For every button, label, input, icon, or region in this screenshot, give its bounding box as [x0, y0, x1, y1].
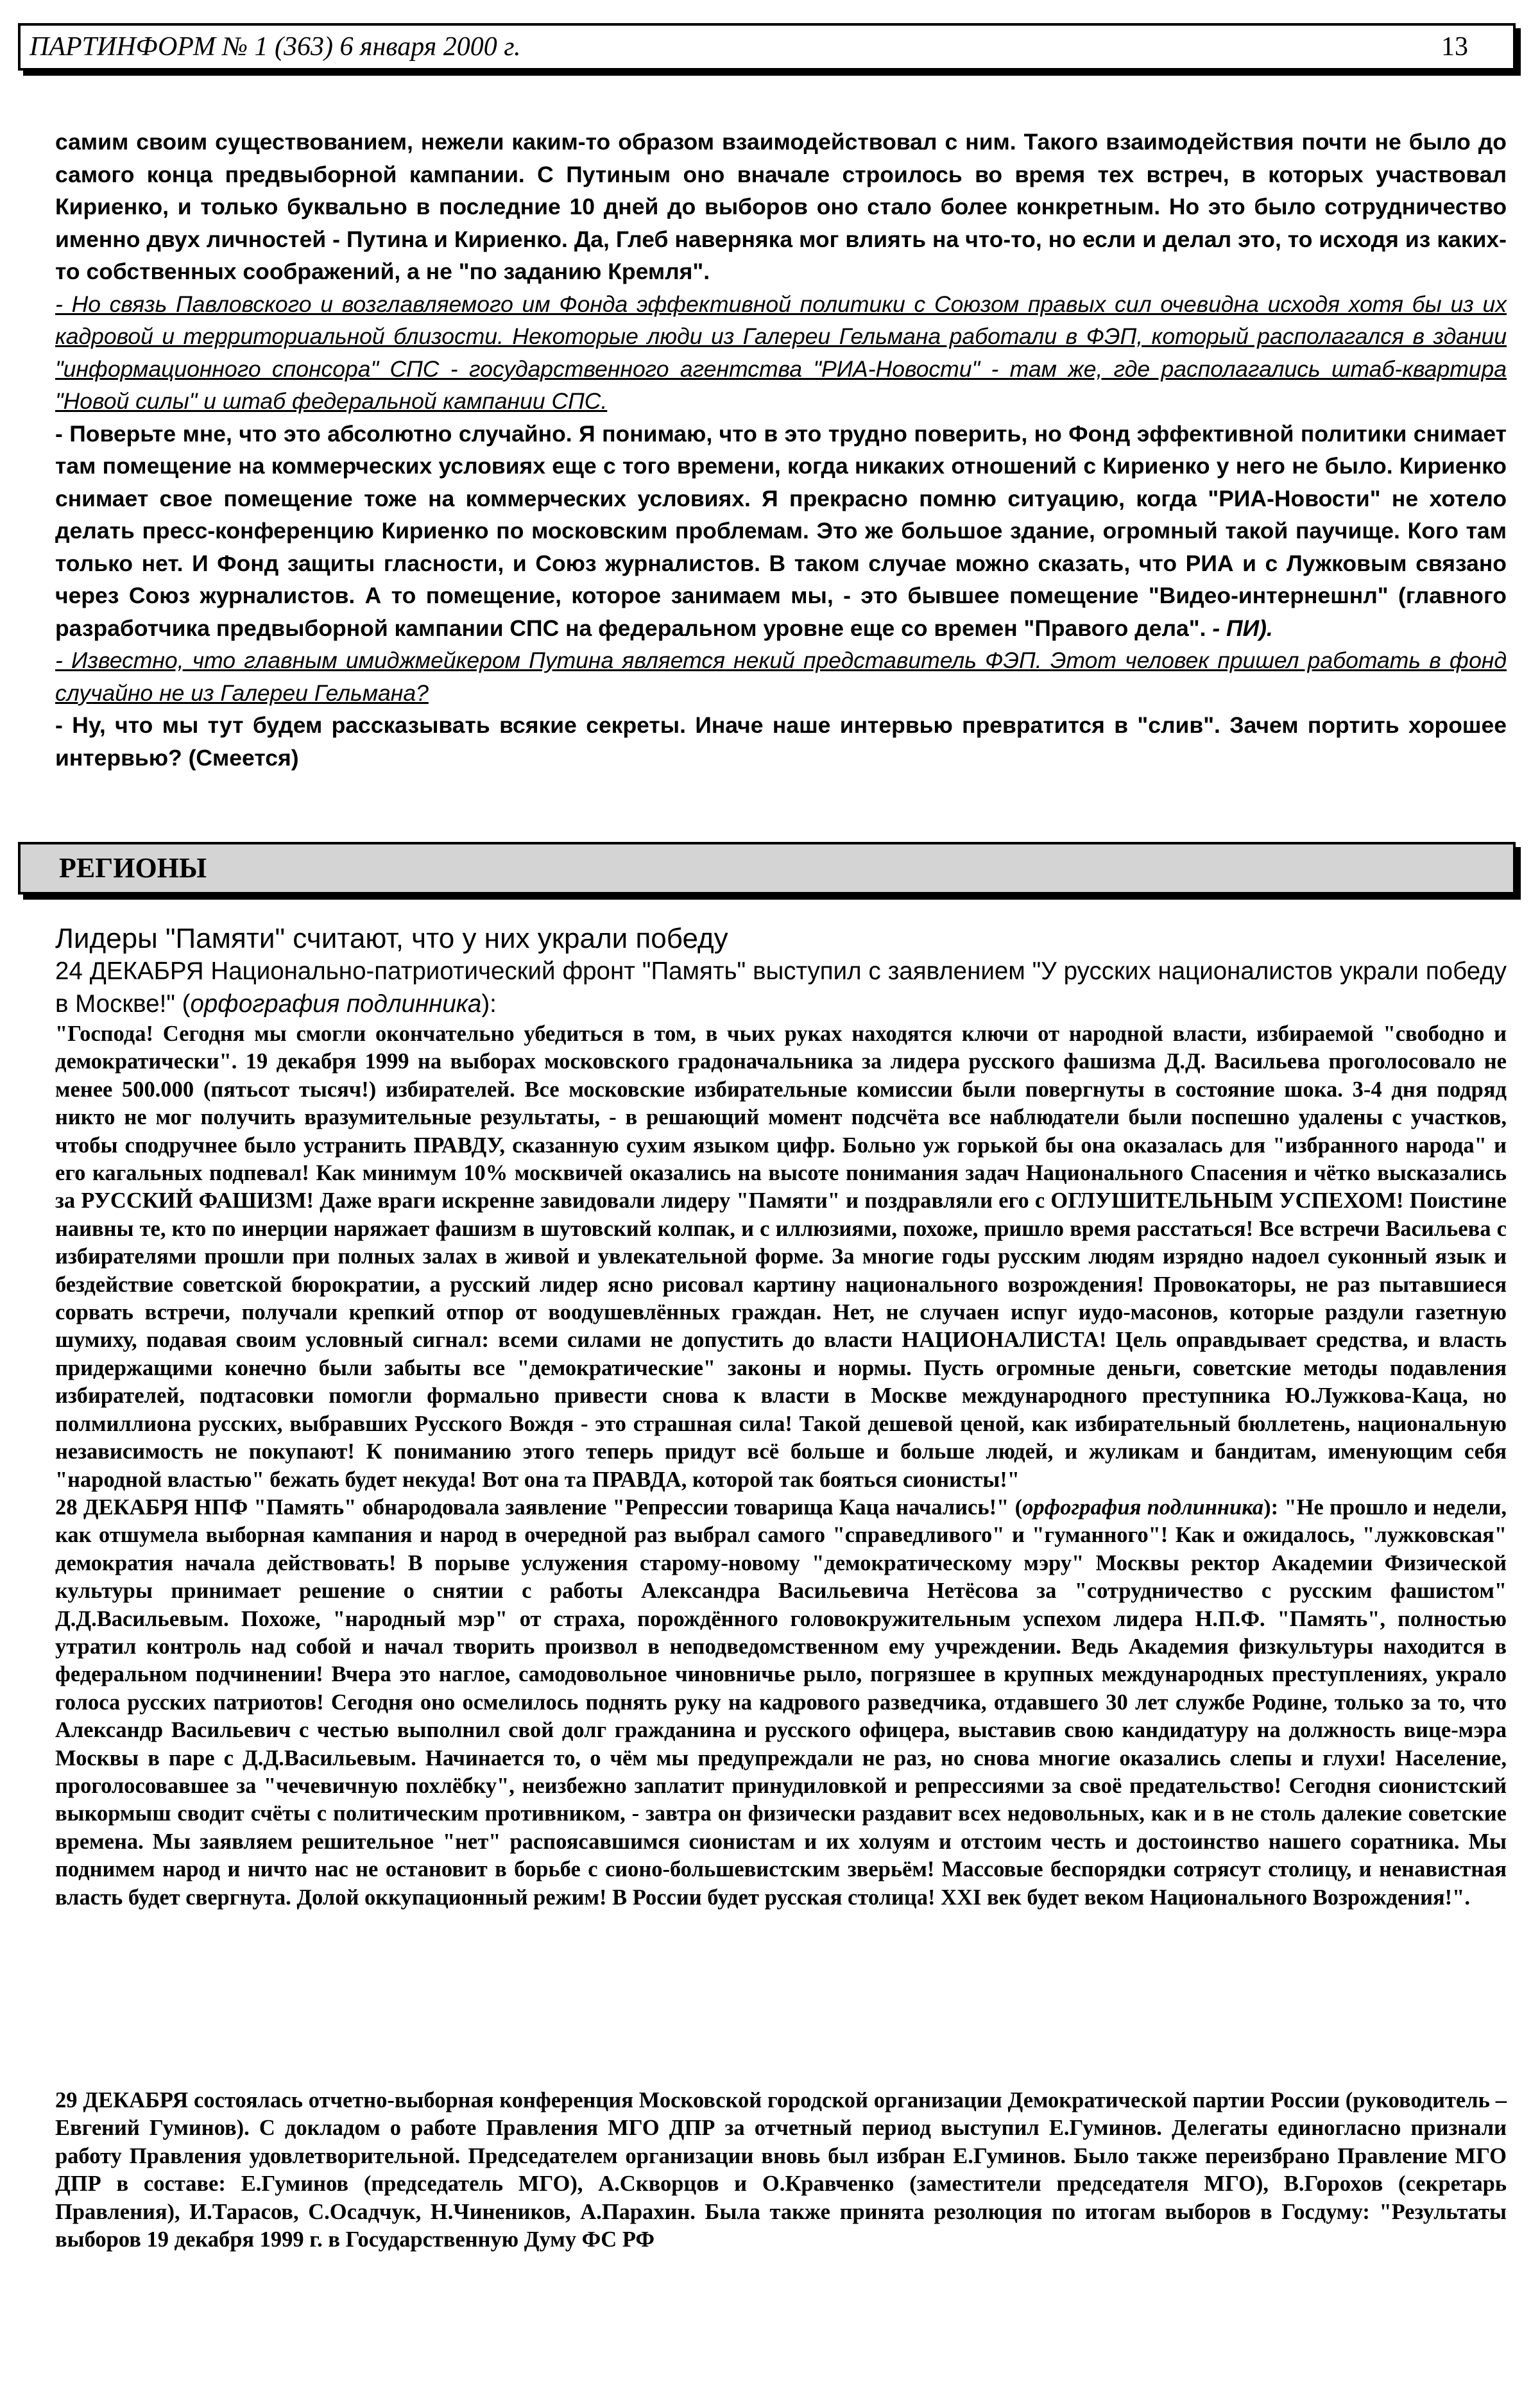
lead-text: 24 ДЕКАБРЯ Национально-патриотический фронт "Память" выступил с заявлением "У русских националистов украли победу в Москве!" (: [55, 957, 1507, 1018]
interview-question: - Известно, что главным имиджмейкером Путина является некий представитель ФЭП. Этот человек пришел работать в фонд случайно не из Галереи Гельмана?: [55, 647, 1507, 706]
section-title: РЕГИОНЫ: [59, 852, 207, 884]
interview-answer-paragraph: самим своим существованием, нежели каким-то образом взаимодействовал с ним. Такого взаимодействия почти не было до самого конца предвыборной кампании. С Путиным оно вначале строилось во время тех встреч, в которых участвовал Кириенко, и только буквально в последние 10 дней до выборов оно стало более конкретным. Но это было сотрудничество именно двух личностей - Путина и Кириенко. Да, Глеб наверняка мог влиять на что-то, но если и делал это, то исходя из каких-то собственных соображений, а не "по заданию Кремля".: [55, 129, 1507, 284]
news-paragraph-text: 28 ДЕКАБРЯ НПФ "Память" обнародовала заявление "Репрессии товарища Каца начались!" (: [55, 1495, 1023, 1520]
interview-continuation: [55, 126, 1507, 774]
page-header: [18, 23, 1516, 71]
answer-note: - ПИ).: [1206, 615, 1273, 641]
interview-question: - Но связь Павловского и возглавляемого им Фонда эффективной политики с Союзом правых сил очевидна исходя хотя бы из их кадровой и территориальной близости. Некоторые люди из Галереи Гельмана работали в ФЭП, который располагался в здании "информационного спонсора" СПС - государственного агентства "РИА-Новости" - там же, где располагались штаб-квартира "Новой силы" и штаб федеральной кампании СПС.: [55, 291, 1507, 414]
news-paragraph-text: ): "Не прошло и недели, как отшумела выборная кампания и народ в очередной раз выбрал самого "справедливого" и "гуманного"! Как и ожидалось, "лужковская" демократия начала действовать! В порыве услужения старому-новому "демократическому мэру" Москвы ректор Академии Физической культуры принимает решение о снятии с работы Александра Васильевича Нетёсова за "сотрудничество с русским фашистом" Д.Д.Васильевым. Похоже, "народный мэр" от страха, порождённого головокружительным успехом лидера Н.П.Ф. "Память", полностью утратил контроль над собой и начал творить произвол в неподведомственном ему учреждении. Ведь Академия физкультуры находится в федеральном подчинении! Вчера это наглое, самодовольное чиновничье рыло, погрязшее в крупных международных преступлениях, украло голоса русских патриотов! Сегодня оно осмелилось поднять руку на кадрового разведчика, отдавшего 30 лет службе Родине, только за то, что Александр Васильевич с честью выполнил свой долг гражданина и русского офицера, выставив свою кандидатуру на должность вице-мэра Москвы в паре с Д.Д.Васильевым. Начинается то, о чём мы предупреждали не раз, но снова многие оказались слепы и глухи! Население, проголосовавшее за "чечевичную похлёбку", неизбежно заплатит принудиловкой и репрессиями за своё предательство! Сегодня сионистский выкормыш сводит счёты с политическим противником, - завтра он физически раздавит всех недовольных, как и в не столь далекие советские времена. Мы заявляем решительное "нет" распоясавшимся сионистам и их холуям и отстоим честь и достоинство нашего соратника. Мы поднимем народ и ничто нас не остановит в борьбе с сионо-большевистским зверьём! Массовые беспорядки сотрясут столицу, и ненавистная власть будет свергнута. Долой оккупационный режим! В России будет русская столица! XXI век будет веком Национального Возрождения!".: [55, 1495, 1507, 1910]
news-italic-note: орфография подлинника: [1022, 1495, 1264, 1520]
news-paragraph: 29 ДЕКАБРЯ состоялась отчетно-выборная конференция Московской городской организации Демократической партии России (руководитель – Евгений Гуминов). С докладом о работе Правления МГО ДПР за отчетный период выступил Е.Гуминов. Делегаты единогласно признали работу Правления удовлетворительной. Председателем организации вновь был избран Е.Гуминов. Было также переизбрано Правление МГО ДПР в составе: Е.Гуминов (председатель МГО), А.Скворцов и О.Кравченко (заместители председателя МГО), В.Горохов (секретарь Правления), И.Тарасов, С.Осадчук, Н.Чинеников, А.Парахин. Была также принята резолюция по итогам выборов в Госдуму: "Результаты выборов 19 декабря 1999 г. в Государственную Думу ФС РФ: [55, 2088, 1507, 2252]
publication-title: ПАРТИНФОРМ № 1 (363) 6 января 2000 г.: [30, 32, 521, 62]
section-header: [18, 842, 1516, 895]
lead-italic-note: орфография подлинника: [190, 990, 482, 1018]
quote-paragraph: "Господа! Сегодня мы смогли окончательно убедиться в том, в чьих руках находятся ключи от народной власти, избираемой "свободно и демократически". 19 декабря 1999 на выборах московского градоначальника за лидера русского фашизма Д.Д. Васильева проголосовало не менее 500.000 (пятьсот тысяч!) избирателей. Все московские избирательные комиссии были повергнуты в состояние шока. 3-4 дня подряд никто не мог получить вразумительные результаты, - в решающий момент подсчёта все наблюдатели были поспешно удалены с участков, чтобы сподручнее было устранить ПРАВДУ, сказанную сухим языком цифр. Больно уж горькой бы она оказалась для "избранного народа" и его кагальных подпевал! Как минимум 10% москвичей оказались на высоте понимания задач Национального Спасения и чётко высказались за РУССКИЙ ФАШИЗМ! Даже враги искренне завидовали лидеру "Памяти" и поздравляли его с ОГЛУШИТЕЛЬНЫМ УСПЕХОМ! Поистине наивны те, кто по инерции наряжает фашизм в шутовский колпак, и с иллюзиями, похоже, пришло время расстаться! Все встречи Васильева с избирателями прошли при полных залах в живой и увлекательной форме. За многие годы русским людям изрядно надоел суконный язык и бездействие советской бюрократии, а русский лидер ясно рисовал картину национального возрождения! Провокаторы, не раз пытавшиеся сорвать встречи, получали крепкий отпор от воодушевлённых граждан. Нет, не случаен испуг иудо-масонов, которые раздули газетную шумиху, подавая своим условный сигнал: всеми силами не допустить до власти НАЦИОНАЛИСТА! Цель оправдывает средства, и власть придержащими конечно были забыты все "демократические" законы и нормы. Пусть огромные деньги, советские методы подавления избирателей, подтасовки помогли формально привести снова к власти в Москве международного преступника Ю.Лужкова-Каца, но полмиллиона русских, выбравших Русского Вождя - это страшная сила! Такой дешевой ценой, как избирательный бюллетень, национальную независимость не покупают! К пониманию этого теперь придут всё больше и больше людей, и жуликам и бандитам, именующим себя "народной властью" бежать будет некуда! Вот она та ПРАВДА, которой так бояться сионисты!": [55, 1022, 1507, 1492]
article-headline: Лидеры "Памяти" считают, что у них украли победу: [55, 923, 728, 954]
article-body: [55, 1020, 1507, 1912]
answer-text: - Поверьте мне, что это абсолютно случайно. Я понимаю, что в это трудно поверить, но Фонд эффективной политики снимает там помещение на коммерческих условиях еще с того времени, когда никаких отношений с Кириенко у него не было. Кириенко снимает свое помещение тоже на коммерческих условиях. Я прекрасно помню ситуацию, когда "РИА-Новости" не хотело делать пресс-конференцию Кириенко по московским проблемам. Это же большое здание, огромный такой паучище. Кого там только нет. И Фонд защиты гласности, и Союз журналистов. В таком случае можно сказать, что РИА и с Лужковым связано через Союз журналистов. А то помещение, которое занимаем мы, - это бывшее помещение "Видео-интернешнл" (главного разработчика предвыборной кампании СПС на федеральном уровне еще со времен "Правого дела".: [55, 420, 1507, 641]
news-paragraph: [55, 1494, 1507, 1912]
interview-answer-paragraph: [55, 418, 1507, 645]
page-number: 13: [1441, 32, 1468, 62]
article-body-continued: [55, 2087, 1507, 2254]
interview-answer-paragraph: - Ну, что мы тут будем рассказывать всякие секреты. Иначе наше интервью превратится в "слив". Зачем портить хорошее интервью? (Смеется): [55, 712, 1507, 771]
lead-text-end: ):: [481, 990, 497, 1018]
article-lead: [55, 955, 1507, 1020]
